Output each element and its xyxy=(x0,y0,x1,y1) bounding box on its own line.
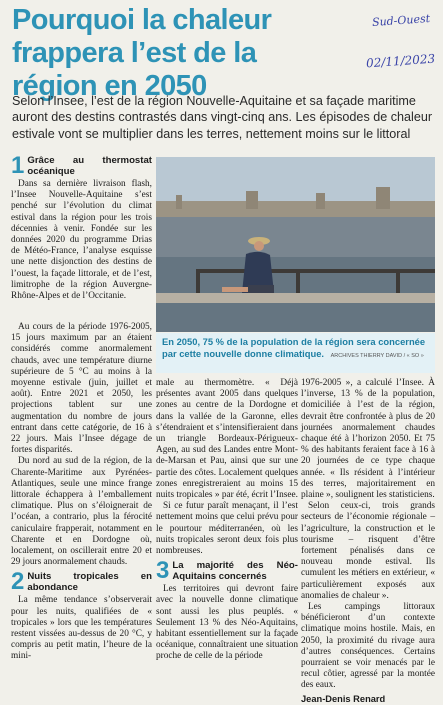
paragraph: Au cours de la période 1976-2005, 15 jours maximum par an étaient considérés comme anormalement chauds, avec une température diurne supérieure de 5 °C au moins à la moyenne estivale (juin, juillet et août). Entre 2021 et 2050, les projections tablent sur une augmentation du nombre de jours entrant dans cette catégorie, de 16 à 22 jours. Mais l’Insee dégage de fortes disparités. xyxy=(11,322,152,456)
paragraph: Les campings littoraux bénéficieront d’un contexte climatique moins hostile. Mais, en 2050, la proximité du rivage aura d’autres conséquences. Certains pourraient se voir menacés par le recul côtier, agressé par la montée des eaux. xyxy=(301,602,435,691)
paragraph: Les territoires qui devront faire avec la nouvelle donne climatique sont aussi les plus peuplés. « Seulement 13 % des Néo-Aquitains, habitant essentiellement sur la façade océanique, connaîtraient une situation proche de celle de la période xyxy=(156,584,298,662)
section-3-heading xyxy=(156,557,298,585)
paragraph: La même tendance s’observerait pour les nuits, qualifiées de « tropicales » lors que les températures restent vissées au-dessus de 20 °C, y compris au petit matin, l’heure de la mini- xyxy=(11,595,152,662)
photo-credit: ARCHIVES THIERRY DAVID / « SO » xyxy=(330,352,424,359)
paragraph: Dans sa dernière livraison flash, l’Insee Nouvelle-Aquitaine s’est penché sur l’évolution du climat estival dans la région pour les trois décennies à venir. Fondée sur les données 2020 du programme Drias de Météo-France, l’analyse esquisse une nette disjonction des destins de l’ouest, la façade littorale, et de l’est, limitrophe de la région Auvergne-Rhône-Alpes et de l’Occitanie. xyxy=(11,179,152,302)
handwritten-date: 02/11/2023 xyxy=(365,51,436,71)
paragraph: male au thermomètre. « Déjà présentes avant 2005 dans quelques zones au centre de la Dordogne et dans la vallée de la Garonne, elles s’étendraient et s’intensifieraient dans un triangle Bordeaux-Périgueux-Agen, au sud des Landes entre Mont-de-Marsan et Pau, ainsi que sur une partie des côtes. Localement quelques zones enregistreraient au moins 15 nuits tropicales » par été, écrit l’Insee. xyxy=(156,378,298,501)
headline: Pourquoi la chaleur frappera l’est de la région en 2050 xyxy=(12,4,272,102)
section-3-title: La majorité des Néo-Aquitains concernés xyxy=(172,560,298,583)
paragraph: Selon ceux-ci, trois grands secteurs de l’économie régionale – l’agriculture, la construction et le tourisme – risquent d’être fortement pénalisés dans ce nouveau monde estival. Ils cumulent les métiers en extérieur, « particulièrement exposés aux anomalies de chaleur ». xyxy=(301,501,435,601)
handwritten-source: Sud-Ouest xyxy=(371,11,431,30)
photo-caption-text: En 2050, 75 % de la population de la région sera concernée par cette nouvelle donne climatique. xyxy=(162,336,426,359)
section-2-number: 2 xyxy=(11,568,25,596)
byline: Jean-Denis Renard xyxy=(301,693,386,704)
article-photo xyxy=(156,157,435,332)
photo-caption xyxy=(156,333,435,373)
section-1-title: Grâce au thermostat océanique xyxy=(27,155,152,177)
section-2-title: Nuits tropicales en abondance xyxy=(27,571,152,594)
column-3 xyxy=(301,378,435,705)
photo-illustration xyxy=(156,157,435,332)
section-3-number: 3 xyxy=(156,557,170,585)
column-1-bottom xyxy=(11,322,152,663)
column-2 xyxy=(156,378,298,663)
section-1-number: 1 xyxy=(11,152,25,179)
column-1-top xyxy=(11,152,152,302)
intro-paragraph: Selon l’Insee, l’est de la région Nouvelle-Aquitaine et sa façade maritime auront des destins contrastés dans vingt-cinq ans. Les épisodes de chaleur estivale vont se multiplier dans les terres, nettement moins sur le littoral xyxy=(12,94,433,141)
paragraph: Si ce futur paraît menaçant, il l’est nettement moins que celui prévu pour le pourtour méditerranéen, où les nuits tropicales seront deux fois plus nombreuses. xyxy=(156,501,298,557)
section-1-heading xyxy=(11,152,152,179)
section-2-heading xyxy=(11,568,152,596)
paragraph: 1976-2005 », a calculé l’Insee. À l’inverse, 13 % de la population, domiciliée à l’est de la région, devrait être confrontée à plus de 20 journées anormalement chaudes chaque été à l’horizon 2050. Et 75 % des habitants feraient face à 16 à 20 journées de ce type chaque année. « Ils résident à l’intérieur des terres, majoritairement en plaine », soulignent les statisticiens. xyxy=(301,378,435,501)
paragraph: Du nord au sud de la région, de la Charente-Maritime aux Pyrénées-Atlantiques, seule une mince frange littorale échappera à l’emballement climatique. Plus on s’éloignerait de l’océan, a contrario, plus la férocité caniculaire frapperait, notamment en Charente et en Dordogne où, localement, on oscillerait entre 20 et 29 jours anormalement chauds. xyxy=(11,456,152,568)
